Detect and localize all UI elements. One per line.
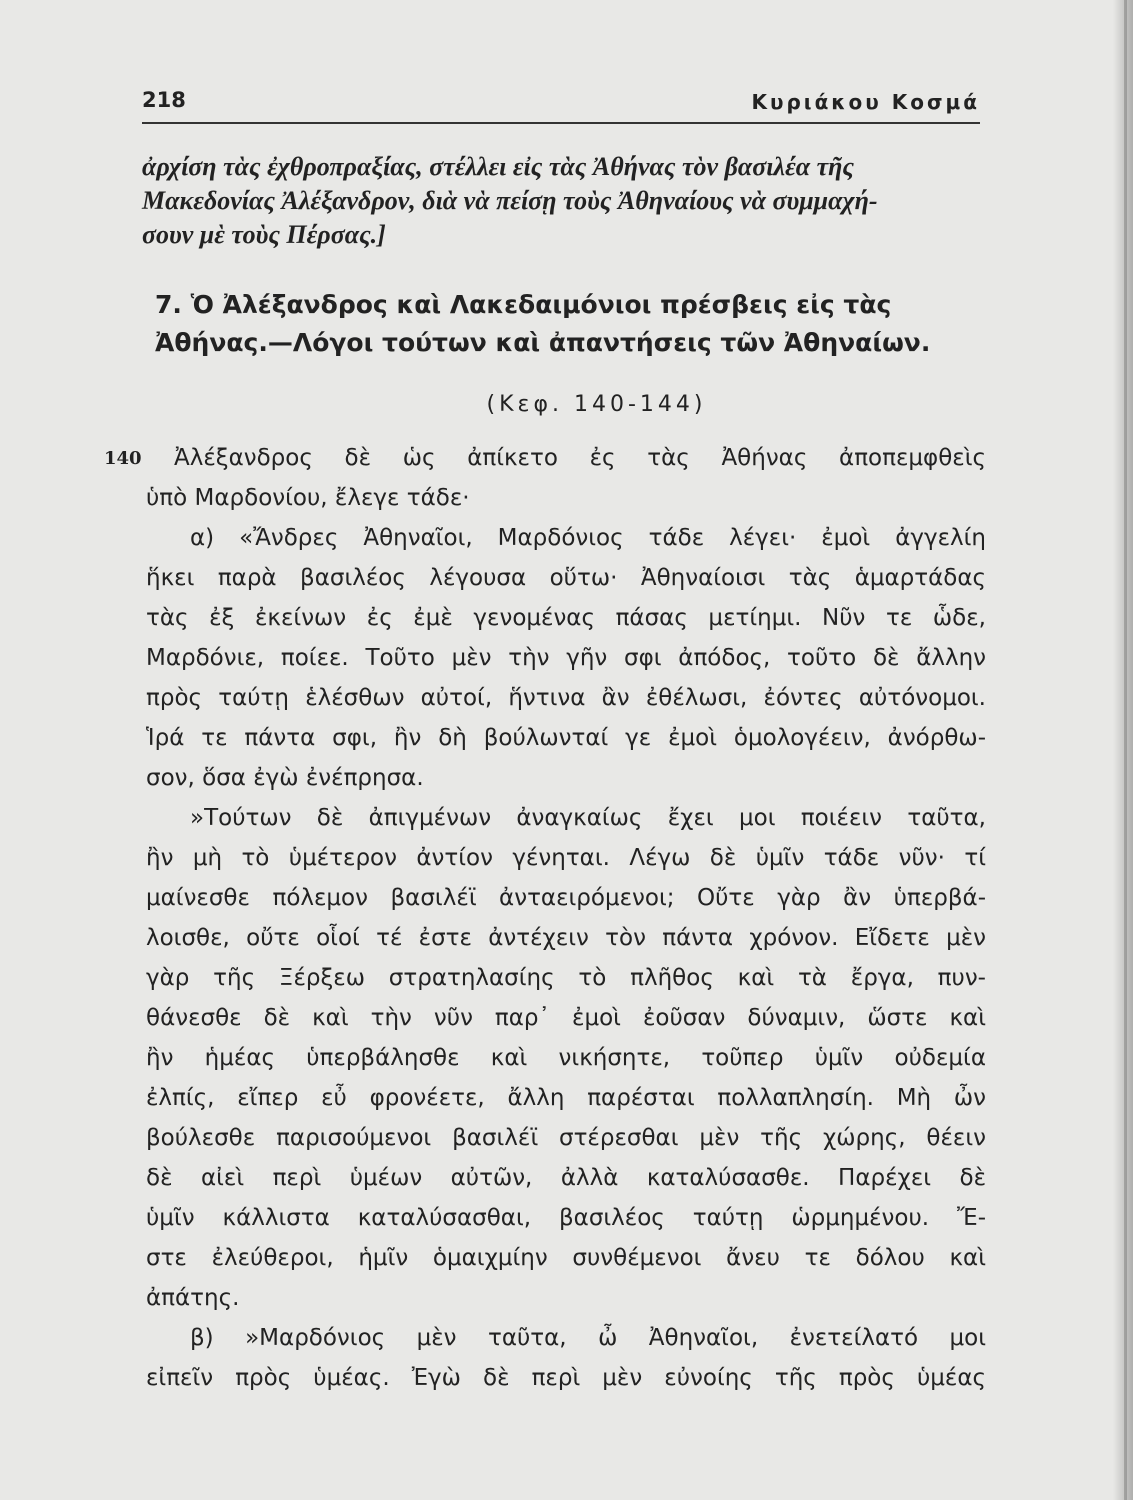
heading-line: 7. Ὁ Ἀλέξανδρος καὶ Λακεδαιμόνιοι πρέσβεις εἰς τὰς — [155, 290, 892, 319]
text-line: ὑπὸ Μαρδονίου, ἔλεγε τάδε· — [146, 485, 470, 511]
text-line: στε ἐλεύθεροι, ἡμῖν ὁμαιχμίην συνθέμενοι ἄνευ τε δόλου καὶ — [146, 1245, 986, 1271]
text-line: Ἱρά τε πάντα σφι, ἢν δὴ βούλωνταί γε ἐμοὶ ὁμολογέειν, ἀνόρθω- — [146, 725, 986, 751]
text-line: πρὸς ταύτῃ ἑλέσθων αὐτοί, ἥντινα ἂν ἐθέλωσι, ἐόντες αὐτόνομοι. — [146, 685, 986, 711]
page-header — [142, 88, 980, 124]
heading-line: Ἀθήνας.—Λόγοι τούτων καὶ ἀπαντήσεις τῶν Ἀθηναίων. — [155, 328, 931, 357]
summary-line: Μακεδονίας Ἀλέξανδρον, διὰ νὰ πείσῃ τοὺς Ἀθηναίους νὰ συμμαχή- — [142, 186, 878, 215]
margin-chapter-number: 140 — [104, 448, 142, 469]
text-line: λοισθε, οὔτε οἷοί τέ ἐστε ἀντέχειν τὸν πάντα χρόνον. Εἴδετε μὲν — [146, 925, 986, 951]
text-line: γὰρ τῆς Ξέρξεω στρατηλασίης τὸ πλῆθος καὶ τὰ ἔργα, πυν- — [146, 965, 986, 991]
text-line: ἐλπίς, εἴπερ εὖ φρονέετε, ἄλλη παρέσται πολλαπλησίη. Μὴ ὦν — [146, 1085, 986, 1111]
text-line: βούλεσθε παρισούμενοι βασιλέϊ στέρεσθαι μὲν τῆς χώρης, θέειν — [146, 1125, 986, 1151]
text-line: Ἀλέξανδρος δὲ ὡς ἀπίκετο ἐς τὰς Ἀθήνας ἀποπεμφθεὶς — [174, 445, 986, 471]
text-line: σον, ὅσα ἐγὼ ἐνέπρησα. — [146, 765, 424, 791]
text-line: α) «Ἄνδρες Ἀθηναῖοι, Μαρδόνιος τάδε λέγει· ἐμοὶ ἀγγελίη — [190, 525, 986, 551]
text-line: »Τούτων δὲ ἀπιγμένων ἀναγκαίως ἔχει μοι ποιέειν ταῦτα, — [190, 805, 986, 831]
running-head: Κυριάκου Κοσμά — [751, 90, 980, 114]
summary-paragraph — [142, 150, 980, 252]
text-line: δὲ αἰεὶ περὶ ὑμέων αὐτῶν, ἀλλὰ καταλύσασθε. Παρέχει δὲ — [146, 1165, 986, 1191]
section-heading — [155, 286, 985, 362]
summary-line: σουν μὲ τοὺς Πέρσας.] — [142, 220, 386, 249]
greek-text-body — [146, 438, 986, 1398]
text-line: τὰς ἐξ ἐκείνων ἐς ἐμὲ γενομένας πάσας μετίημι. Νῦν τε ὧδε, — [146, 605, 986, 631]
text-line: ἥκει παρὰ βασιλέος λέγουσα οὕτω· Ἀθηναίοισι τὰς ἁμαρτάδας — [146, 565, 986, 591]
chapter-reference: (Κεφ. 140-144) — [486, 392, 707, 417]
text-line: ἀπάτης. — [146, 1285, 240, 1311]
text-line: εἰπεῖν πρὸς ὑμέας. Ἐγὼ δὲ περὶ μὲν εὐνοίης τῆς πρὸς ὑμέας — [146, 1365, 986, 1391]
text-line: ἢν μὴ τὸ ὑμέτερον ἀντίον γένηται. Λέγω δὲ ὑμῖν τάδε νῦν· τί — [146, 845, 986, 871]
text-line: Μαρδόνιε, ποίεε. Τοῦτο μὲν τὴν γῆν σφι ἀπόδος, τοῦτο δὲ ἄλλην — [146, 645, 986, 671]
text-line: β) »Μαρδόνιος μὲν ταῦτα, ὦ Ἀθηναῖοι, ἐνετείλατό μοι — [190, 1325, 986, 1351]
text-line: μαίνεσθε πόλεμον βασιλέϊ ἀνταειρόμενοι; Οὔτε γὰρ ἂν ὑπερβά- — [146, 885, 986, 911]
page-edge-shadow — [1113, 0, 1133, 1500]
text-line: ἢν ἡμέας ὑπερβάλησθε καὶ νικήσητε, τοῦπερ ὑμῖν οὐδεμία — [146, 1045, 986, 1071]
text-line: θάνεσθε δὲ καὶ τὴν νῦν παρ᾽ ἐμοὶ ἐοῦσαν δύναμιν, ὥστε καὶ — [146, 1005, 986, 1031]
page-number: 218 — [142, 88, 186, 112]
summary-line: ἀρχίση τὰς ἐχθροπραξίας, στέλλει εἰς τὰς Ἀθήνας τὸν βασιλέα τῆς — [142, 152, 855, 181]
text-line: ὑμῖν κάλλιστα καταλύσασθαι, βασιλέος ταύτῃ ὡρμημένου. Ἔ- — [146, 1205, 986, 1231]
